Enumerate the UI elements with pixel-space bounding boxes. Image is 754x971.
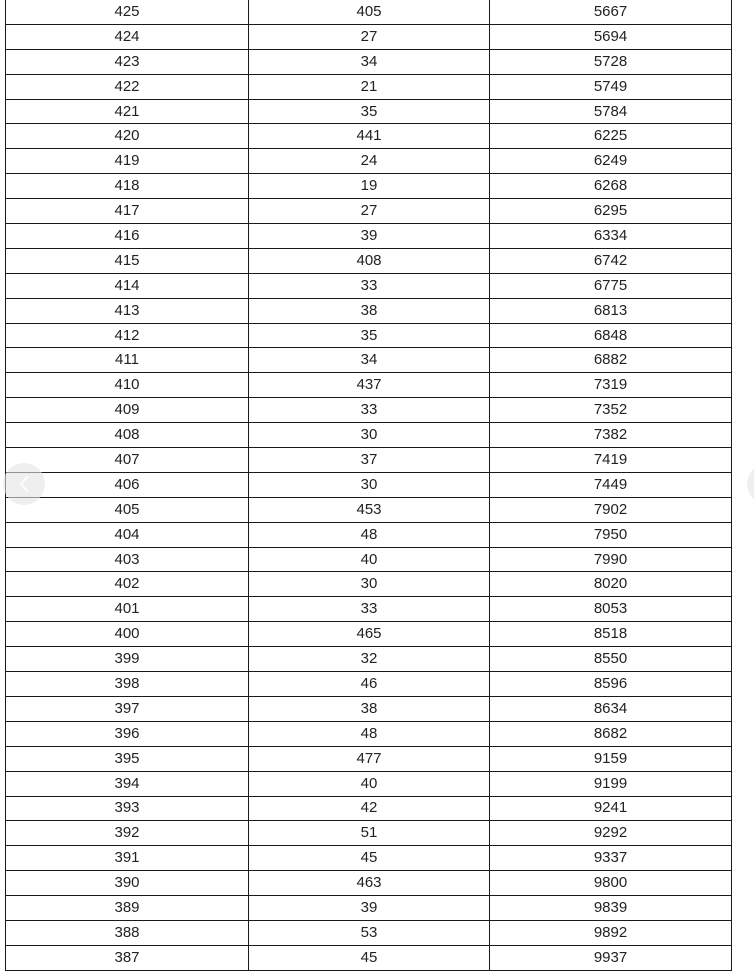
count-cell: 27 <box>249 199 490 224</box>
cumulative-cell: 5749 <box>490 74 732 99</box>
score-cell: 418 <box>6 174 249 199</box>
table-row <box>6 124 732 149</box>
cumulative-cell: 8682 <box>490 721 732 746</box>
score-cell: 396 <box>6 721 249 746</box>
count-cell: 27 <box>249 24 490 49</box>
cumulative-cell: 6882 <box>490 348 732 373</box>
count-cell: 453 <box>249 497 490 522</box>
score-table <box>5 0 732 971</box>
cumulative-cell: 6225 <box>490 124 732 149</box>
count-cell: 477 <box>249 746 490 771</box>
table-row <box>6 846 732 871</box>
next-page-button[interactable] <box>747 463 754 505</box>
cumulative-cell: 9159 <box>490 746 732 771</box>
table-row <box>6 771 732 796</box>
cumulative-cell: 6249 <box>490 149 732 174</box>
count-cell: 24 <box>249 149 490 174</box>
score-cell: 413 <box>6 298 249 323</box>
score-cell: 410 <box>6 373 249 398</box>
score-cell: 425 <box>6 0 249 24</box>
table-row <box>6 199 732 224</box>
cumulative-cell: 8634 <box>490 696 732 721</box>
cumulative-cell: 5694 <box>490 24 732 49</box>
count-cell: 19 <box>249 174 490 199</box>
cumulative-cell: 6813 <box>490 298 732 323</box>
cumulative-cell: 7319 <box>490 373 732 398</box>
score-cell: 422 <box>6 74 249 99</box>
count-cell: 30 <box>249 572 490 597</box>
cumulative-cell: 8053 <box>490 597 732 622</box>
score-cell: 420 <box>6 124 249 149</box>
score-cell: 388 <box>6 920 249 945</box>
cumulative-cell: 5784 <box>490 99 732 124</box>
count-cell: 35 <box>249 323 490 348</box>
count-cell: 437 <box>249 373 490 398</box>
table-row <box>6 497 732 522</box>
count-cell: 408 <box>249 248 490 273</box>
cumulative-cell: 8518 <box>490 622 732 647</box>
count-cell: 48 <box>249 721 490 746</box>
score-table-body <box>6 0 732 970</box>
cumulative-cell: 8020 <box>490 572 732 597</box>
cumulative-cell: 7382 <box>490 423 732 448</box>
score-cell: 395 <box>6 746 249 771</box>
table-row <box>6 273 732 298</box>
count-cell: 51 <box>249 821 490 846</box>
count-cell: 40 <box>249 547 490 572</box>
count-cell: 48 <box>249 522 490 547</box>
table-row <box>6 423 732 448</box>
table-row <box>6 298 732 323</box>
count-cell: 53 <box>249 920 490 945</box>
score-cell: 419 <box>6 149 249 174</box>
table-row <box>6 672 732 697</box>
score-cell: 399 <box>6 647 249 672</box>
count-cell: 39 <box>249 896 490 921</box>
score-cell: 401 <box>6 597 249 622</box>
score-cell: 392 <box>6 821 249 846</box>
table-row <box>6 746 732 771</box>
count-cell: 45 <box>249 846 490 871</box>
cumulative-cell: 6268 <box>490 174 732 199</box>
cumulative-cell: 9337 <box>490 846 732 871</box>
count-cell: 34 <box>249 49 490 74</box>
count-cell: 37 <box>249 448 490 473</box>
table-row <box>6 448 732 473</box>
count-cell: 33 <box>249 398 490 423</box>
score-cell: 414 <box>6 273 249 298</box>
table-row <box>6 149 732 174</box>
count-cell: 21 <box>249 74 490 99</box>
score-cell: 424 <box>6 24 249 49</box>
cumulative-cell: 6775 <box>490 273 732 298</box>
score-cell: 415 <box>6 248 249 273</box>
count-cell: 30 <box>249 472 490 497</box>
count-cell: 42 <box>249 796 490 821</box>
score-cell: 394 <box>6 771 249 796</box>
score-cell: 421 <box>6 99 249 124</box>
cumulative-cell: 7352 <box>490 398 732 423</box>
table-row <box>6 348 732 373</box>
table-row <box>6 547 732 572</box>
table-row <box>6 622 732 647</box>
score-cell: 397 <box>6 696 249 721</box>
count-cell: 40 <box>249 771 490 796</box>
chevron-left-icon <box>17 474 31 494</box>
cumulative-cell: 7902 <box>490 497 732 522</box>
score-cell: 398 <box>6 672 249 697</box>
cumulative-cell: 7419 <box>490 448 732 473</box>
cumulative-cell: 9292 <box>490 821 732 846</box>
score-cell: 406 <box>6 472 249 497</box>
cumulative-cell: 6295 <box>490 199 732 224</box>
cumulative-cell: 7950 <box>490 522 732 547</box>
cumulative-cell: 6334 <box>490 224 732 249</box>
table-row <box>6 597 732 622</box>
score-cell: 389 <box>6 896 249 921</box>
cumulative-cell: 6848 <box>490 323 732 348</box>
count-cell: 39 <box>249 224 490 249</box>
score-cell: 412 <box>6 323 249 348</box>
count-cell: 45 <box>249 945 490 970</box>
cumulative-cell: 6742 <box>490 248 732 273</box>
table-row <box>6 99 732 124</box>
table-row <box>6 721 732 746</box>
score-cell: 416 <box>6 224 249 249</box>
score-cell: 404 <box>6 522 249 547</box>
count-cell: 35 <box>249 99 490 124</box>
table-row <box>6 49 732 74</box>
cumulative-cell: 9199 <box>490 771 732 796</box>
score-cell: 393 <box>6 796 249 821</box>
count-cell: 33 <box>249 273 490 298</box>
table-row <box>6 945 732 970</box>
cumulative-cell: 8596 <box>490 672 732 697</box>
table-row <box>6 821 732 846</box>
score-cell: 409 <box>6 398 249 423</box>
score-cell: 417 <box>6 199 249 224</box>
score-cell: 400 <box>6 622 249 647</box>
table-row <box>6 74 732 99</box>
count-cell: 465 <box>249 622 490 647</box>
cumulative-cell: 9892 <box>490 920 732 945</box>
count-cell: 463 <box>249 871 490 896</box>
previous-page-button[interactable] <box>3 463 45 505</box>
table-row <box>6 0 732 24</box>
score-cell: 391 <box>6 846 249 871</box>
count-cell: 46 <box>249 672 490 697</box>
cumulative-cell: 7449 <box>490 472 732 497</box>
count-cell: 32 <box>249 647 490 672</box>
cumulative-cell: 9839 <box>490 896 732 921</box>
table-row <box>6 796 732 821</box>
table-row <box>6 174 732 199</box>
table-row <box>6 24 732 49</box>
cumulative-cell: 7990 <box>490 547 732 572</box>
count-cell: 38 <box>249 696 490 721</box>
score-cell: 407 <box>6 448 249 473</box>
table-row <box>6 647 732 672</box>
count-cell: 33 <box>249 597 490 622</box>
cumulative-cell: 5728 <box>490 49 732 74</box>
table-row <box>6 248 732 273</box>
score-cell: 387 <box>6 945 249 970</box>
count-cell: 30 <box>249 423 490 448</box>
table-row <box>6 398 732 423</box>
table-row <box>6 896 732 921</box>
table-row <box>6 323 732 348</box>
table-row <box>6 472 732 497</box>
count-cell: 34 <box>249 348 490 373</box>
count-cell: 441 <box>249 124 490 149</box>
table-row <box>6 920 732 945</box>
score-cell: 405 <box>6 497 249 522</box>
table-row <box>6 522 732 547</box>
cumulative-cell: 9241 <box>490 796 732 821</box>
score-cell: 403 <box>6 547 249 572</box>
score-cell: 423 <box>6 49 249 74</box>
table-row <box>6 224 732 249</box>
score-cell: 390 <box>6 871 249 896</box>
table-row <box>6 572 732 597</box>
score-cell: 402 <box>6 572 249 597</box>
count-cell: 405 <box>249 0 490 24</box>
table-row <box>6 373 732 398</box>
cumulative-cell: 5667 <box>490 0 732 24</box>
score-cell: 411 <box>6 348 249 373</box>
score-cell: 408 <box>6 423 249 448</box>
table-row <box>6 696 732 721</box>
cumulative-cell: 9937 <box>490 945 732 970</box>
cumulative-cell: 8550 <box>490 647 732 672</box>
table-row <box>6 871 732 896</box>
count-cell: 38 <box>249 298 490 323</box>
cumulative-cell: 9800 <box>490 871 732 896</box>
